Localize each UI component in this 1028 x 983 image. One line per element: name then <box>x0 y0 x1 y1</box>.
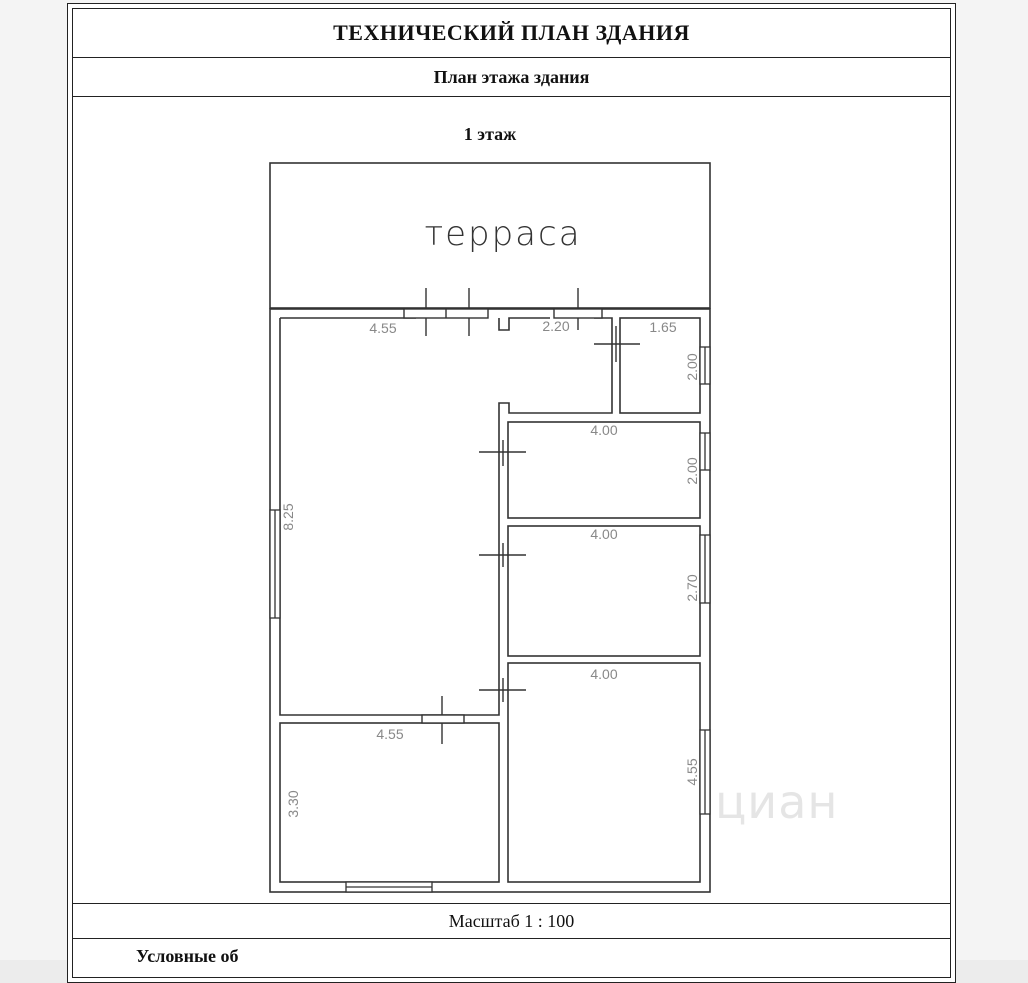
dim-room4-width: 4.00 <box>590 666 618 682</box>
dim-bottom-left-width: 4.55 <box>376 726 404 742</box>
windows <box>270 347 710 892</box>
dim-hall-width: 2.20 <box>542 318 570 334</box>
watermark: циан <box>715 775 839 829</box>
dim-room3-width: 4.00 <box>590 526 618 542</box>
openings <box>404 309 602 723</box>
dim-living-height: 8.25 <box>280 503 296 531</box>
dim-small-room-height: 2.00 <box>684 353 700 381</box>
terrace-label: терраса <box>424 214 582 254</box>
document-subtitle: План этажа здания <box>433 66 590 87</box>
room-4 <box>508 663 700 882</box>
dim-room2-height: 2.00 <box>684 457 700 485</box>
dim-living-width: 4.55 <box>369 320 397 336</box>
floor-label: 1 этаж <box>463 124 517 144</box>
room-3 <box>508 526 700 656</box>
outer-wall <box>270 309 710 892</box>
dim-room2-width: 4.00 <box>590 422 618 438</box>
terrace-door-opening <box>554 309 602 318</box>
scale-divider-bottom <box>72 938 951 939</box>
interior-door-opening <box>422 715 464 723</box>
dim-room4-height: 4.55 <box>684 758 700 786</box>
dim-room3-height: 2.70 <box>684 574 700 602</box>
dim-bottom-left-height: 3.30 <box>285 790 301 818</box>
dim-small-room-width: 1.65 <box>649 319 677 335</box>
bottom-left-room <box>280 723 499 882</box>
document-title: ТЕХНИЧЕСКИЙ ПЛАН ЗДАНИЯ <box>333 20 690 45</box>
scale-label: Масштаб 1 : 100 <box>448 910 575 931</box>
legend-heading-text: Условные об <box>136 948 239 962</box>
